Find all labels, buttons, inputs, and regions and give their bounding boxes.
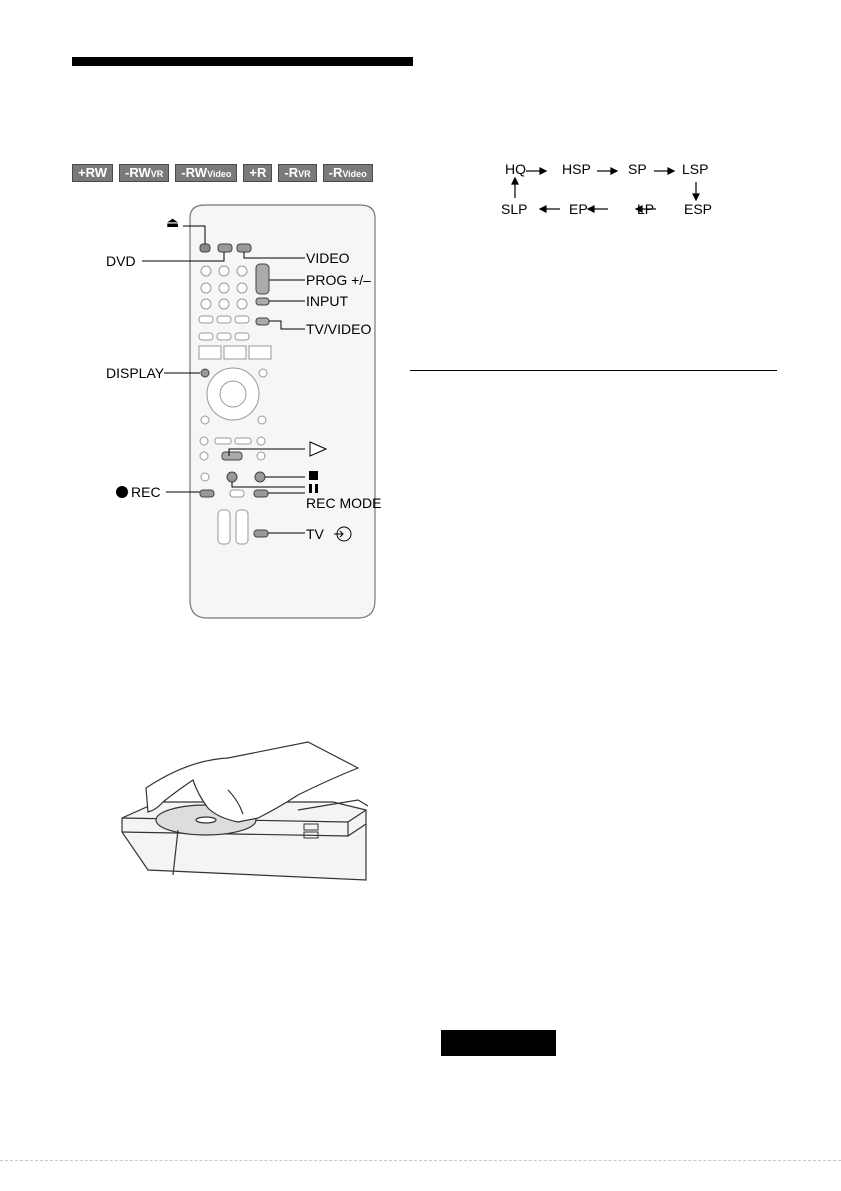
mode-esp: ESP: [684, 201, 713, 217]
badge-plus-rw: +RW: [72, 164, 113, 182]
video-label: VIDEO: [306, 250, 350, 266]
mode-hq: HQ: [505, 161, 526, 177]
rec-mode-label: REC MODE: [306, 495, 382, 511]
mode-slp: SLP: [501, 201, 528, 217]
dvd-label: DVD: [106, 253, 136, 269]
notes-heading-bar: [441, 1030, 556, 1056]
badge-minus-r-video: -R Video: [323, 164, 373, 182]
badge-plus-r: +R: [243, 164, 272, 182]
prog-label: PROG +/–: [306, 272, 371, 288]
page-bottom-line: [0, 1160, 841, 1161]
mode-sp: SP: [628, 161, 647, 177]
display-label: DISPLAY: [106, 365, 165, 381]
eject-button-drawing: [200, 244, 210, 252]
stop-icon: [309, 471, 318, 480]
mode-ep: EP: [569, 201, 588, 217]
input-label: INPUT: [306, 293, 348, 309]
rec-label: REC: [131, 484, 161, 500]
mode-hsp: HSP: [562, 161, 591, 177]
pause-icon: [309, 484, 312, 493]
record-dot-icon: [116, 486, 128, 498]
badge-minus-rw-video: -RW Video: [175, 164, 237, 182]
eject-label: ⏏: [166, 214, 180, 230]
tv-video-label: TV/VIDEO: [306, 321, 372, 337]
badge-minus-rw-vr: -RW VR: [119, 164, 169, 182]
mode-lp: LP: [637, 201, 655, 217]
badge-minus-r-vr: -R VR: [278, 164, 316, 182]
section-divider: [410, 370, 777, 371]
tv-input-label: TV: [306, 526, 324, 542]
disc-insertion-illustration: [118, 740, 368, 890]
mode-lsp: LSP: [682, 161, 709, 177]
